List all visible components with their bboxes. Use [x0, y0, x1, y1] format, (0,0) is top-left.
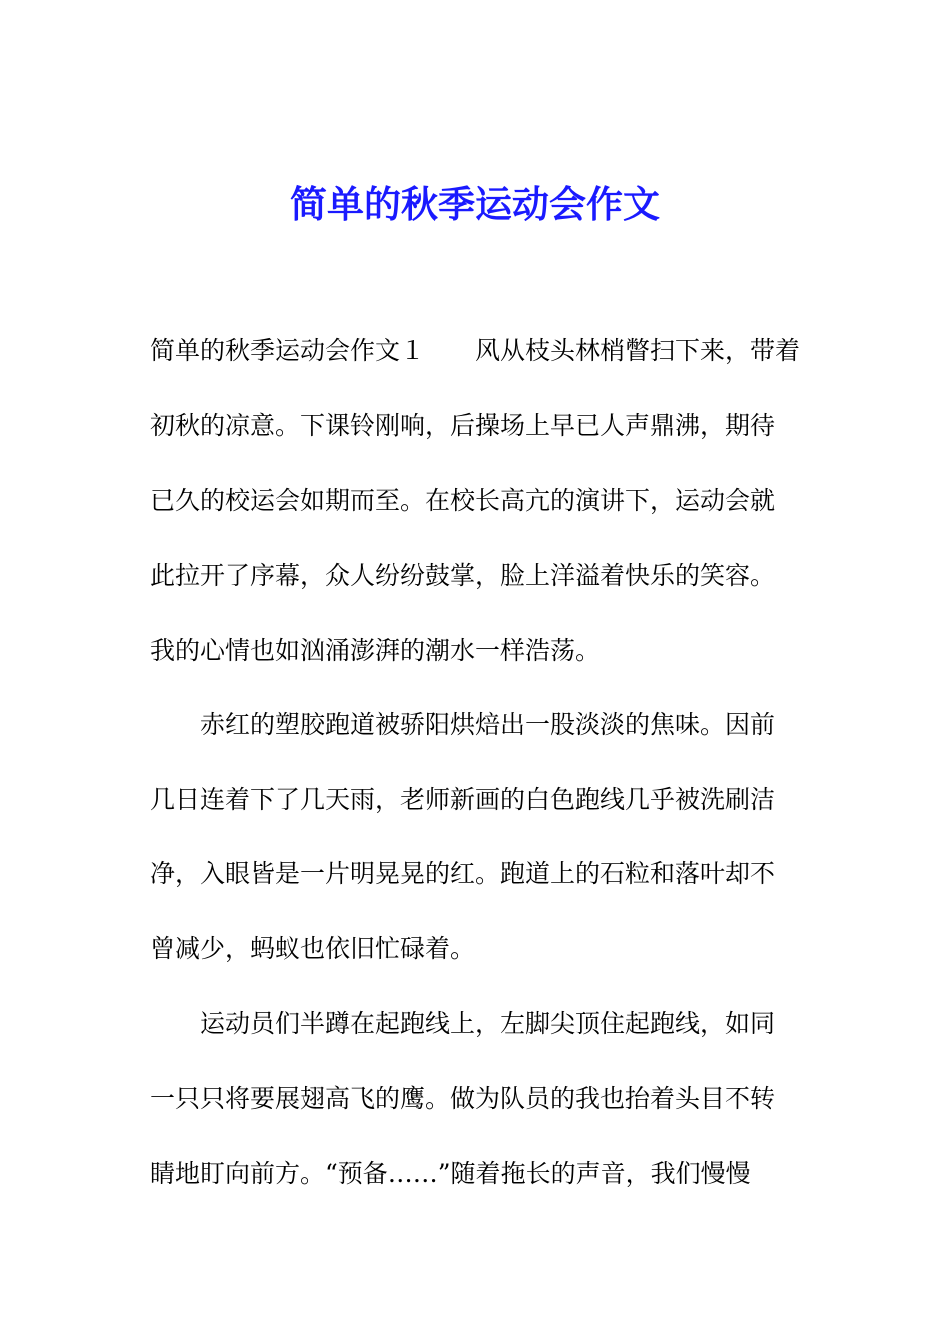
- text-line: 我的心情也如汹涌澎湃的潮水一样浩荡。: [150, 636, 601, 665]
- text-line: 净，入眼皆是一片明晃晃的红。跑道上的石粒和落叶却不: [150, 859, 776, 888]
- text-line: 曾减少，蚂蚁也依旧忙碌着。: [150, 934, 476, 963]
- text-line: 睛地盯向前方。“预备……”随着拖长的声音，我们慢慢: [150, 1159, 751, 1188]
- text-line: 简单的秋季运动会作文１ 风从枝头林梢瞥扫下来，带着: [150, 336, 801, 365]
- text-line: 几日连着下了几天雨，老师新画的白色跑线几乎被洗刷洁: [150, 785, 776, 814]
- text-line: 运动员们半蹲在起跑线上，左脚尖顶住起跑线，如同: [150, 1009, 776, 1038]
- text-line: 赤红的塑胶跑道被骄阳烘焙出一股淡淡的焦味。因前: [150, 710, 776, 739]
- document-title: 简单的秋季运动会作文: [290, 182, 660, 226]
- text-line: 初秋的凉意。下课铃刚响，后操场上早已人声鼎沸，期待: [150, 411, 776, 440]
- text-line: 一只只将要展翅高飞的鹰。做为队员的我也抬着头目不转: [150, 1084, 776, 1113]
- text-line: 此拉开了序幕，众人纷纷鼓掌，脸上洋溢着快乐的笑容。: [150, 561, 776, 590]
- text-line: 已久的校运会如期而至。在校长高亢的演讲下，运动会就: [150, 486, 776, 515]
